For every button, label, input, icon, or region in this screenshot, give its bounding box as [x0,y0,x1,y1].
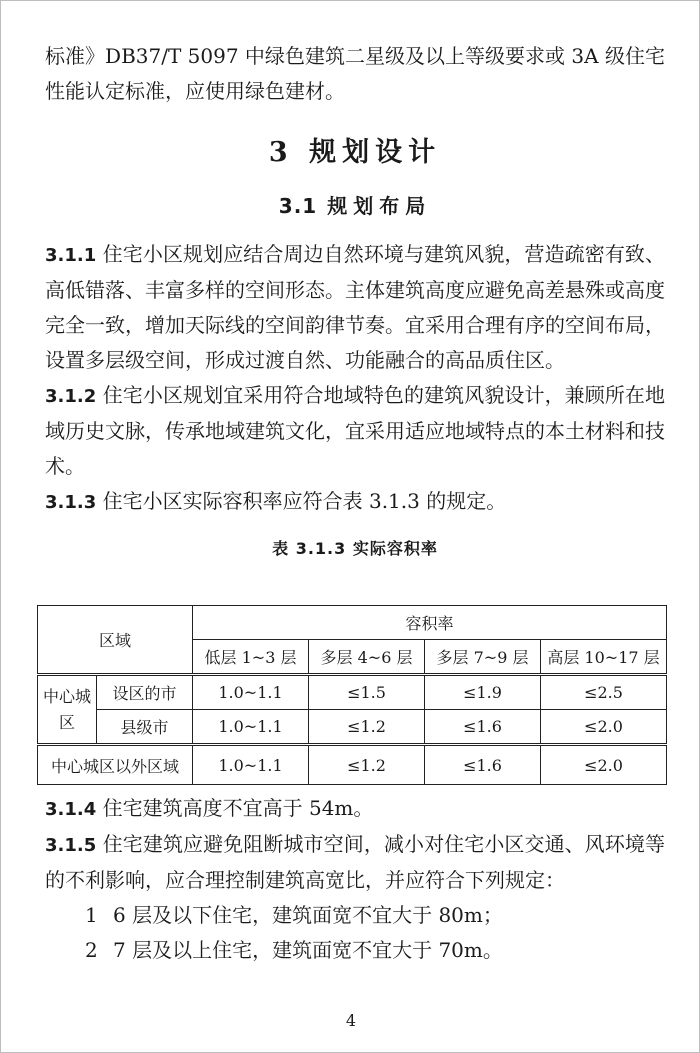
table-row [38,745,667,785]
column-header: 多层 4~6 层 [309,640,425,675]
clause-3-1-2 [45,378,665,484]
row-label: 县级市 [97,710,193,745]
list-item-number: 2 [85,938,98,962]
floor-area-ratio-table [37,605,667,785]
table-cell: ≤1.2 [309,710,425,745]
table-cell: ≤2.0 [541,710,667,745]
table-cell: ≤1.6 [425,745,541,785]
column-header: 多层 7~9 层 [425,640,541,675]
table-row [38,710,667,745]
header-ratio: 容积率 [193,606,667,640]
list-item-text: 7 层及以上住宅，建筑面宽不宜大于 70m。 [113,938,503,962]
lower-content [45,791,665,968]
clause-number: 3.1.1 [45,245,97,266]
clause-number: 3.1.3 [45,492,97,513]
table-cell: ≤1.2 [309,745,425,785]
table-cell: 1.0~1.1 [193,745,309,785]
table-cell: 1.0~1.1 [193,710,309,745]
clause-number: 3.1.2 [45,386,97,407]
section-number: 3.1 [278,194,318,218]
intro-paragraph: 标准》DB37/T 5097 中绿色建筑二星级及以上等级要求或 3A 级住宅性能认定标准，应使用绿色建材。 [45,44,665,103]
clause-text: 住宅建筑应避免阻断城市空间，减小对住宅小区交通、风环境等的不利影响，应合理控制建筑高宽比，并应符合下列规定： [45,832,666,892]
upper-content [45,39,665,562]
group-label: 中心城区 [38,675,97,745]
clause-text: 住宅小区规划应结合周边自然环境与建筑风貌，营造疏密有致、高低错落、丰富多样的空间形态。主体建筑高度应避免高差悬殊或高度完全一致，增加天际线的空间韵律节奏。宜采用合理有序的空间布局，设置多层级空间，形成过渡自然、功能融合的高品质住区。 [45,242,666,372]
header-area: 区域 [38,606,193,675]
table-header-row [38,606,667,640]
list-item [45,933,665,968]
row-label: 设区的市 [97,675,193,710]
table-row [38,675,667,710]
clause-text: 住宅建筑高度不宜高于 54m。 [102,796,374,820]
clause-3-1-3 [45,484,665,520]
section-title: 规划布局 [327,194,432,218]
table-cell: ≤2.0 [541,745,667,785]
clause-number: 3.1.5 [45,835,97,856]
chapter-title: 3 规划设计 [268,137,442,168]
table-cell: ≤1.5 [309,675,425,710]
page-number: 4 [345,1011,357,1030]
row-label: 中心城区以外区域 [38,745,193,785]
table-cell: ≤1.6 [425,710,541,745]
clause-number: 3.1.4 [45,799,97,820]
column-header: 高层 10~17 层 [541,640,667,675]
clause-3-1-4 [45,791,665,827]
table-caption: 表 3.1.3 实际容积率 [272,539,438,558]
table-cell: 1.0~1.1 [193,675,309,710]
column-header: 低层 1~3 层 [193,640,309,675]
table-cell: ≤1.9 [425,675,541,710]
clause-text: 住宅小区规划宜采用符合地域特色的建筑风貌设计，兼顾所在地域历史文脉，传承地域建筑文化，宜采用适应地域特点的本土材料和技术。 [45,383,666,478]
list-item [45,898,665,933]
clause-text: 住宅小区实际容积率应符合表 3.1.3 的规定。 [102,489,507,513]
clause-3-1-5 [45,827,665,898]
list-item-text: 6 层及以下住宅，建筑面宽不宜大于 80m； [113,903,503,927]
list-item-number: 1 [85,903,98,927]
clause-3-1-1 [45,237,665,378]
table-cell: ≤2.5 [541,675,667,710]
section-heading [45,191,665,221]
